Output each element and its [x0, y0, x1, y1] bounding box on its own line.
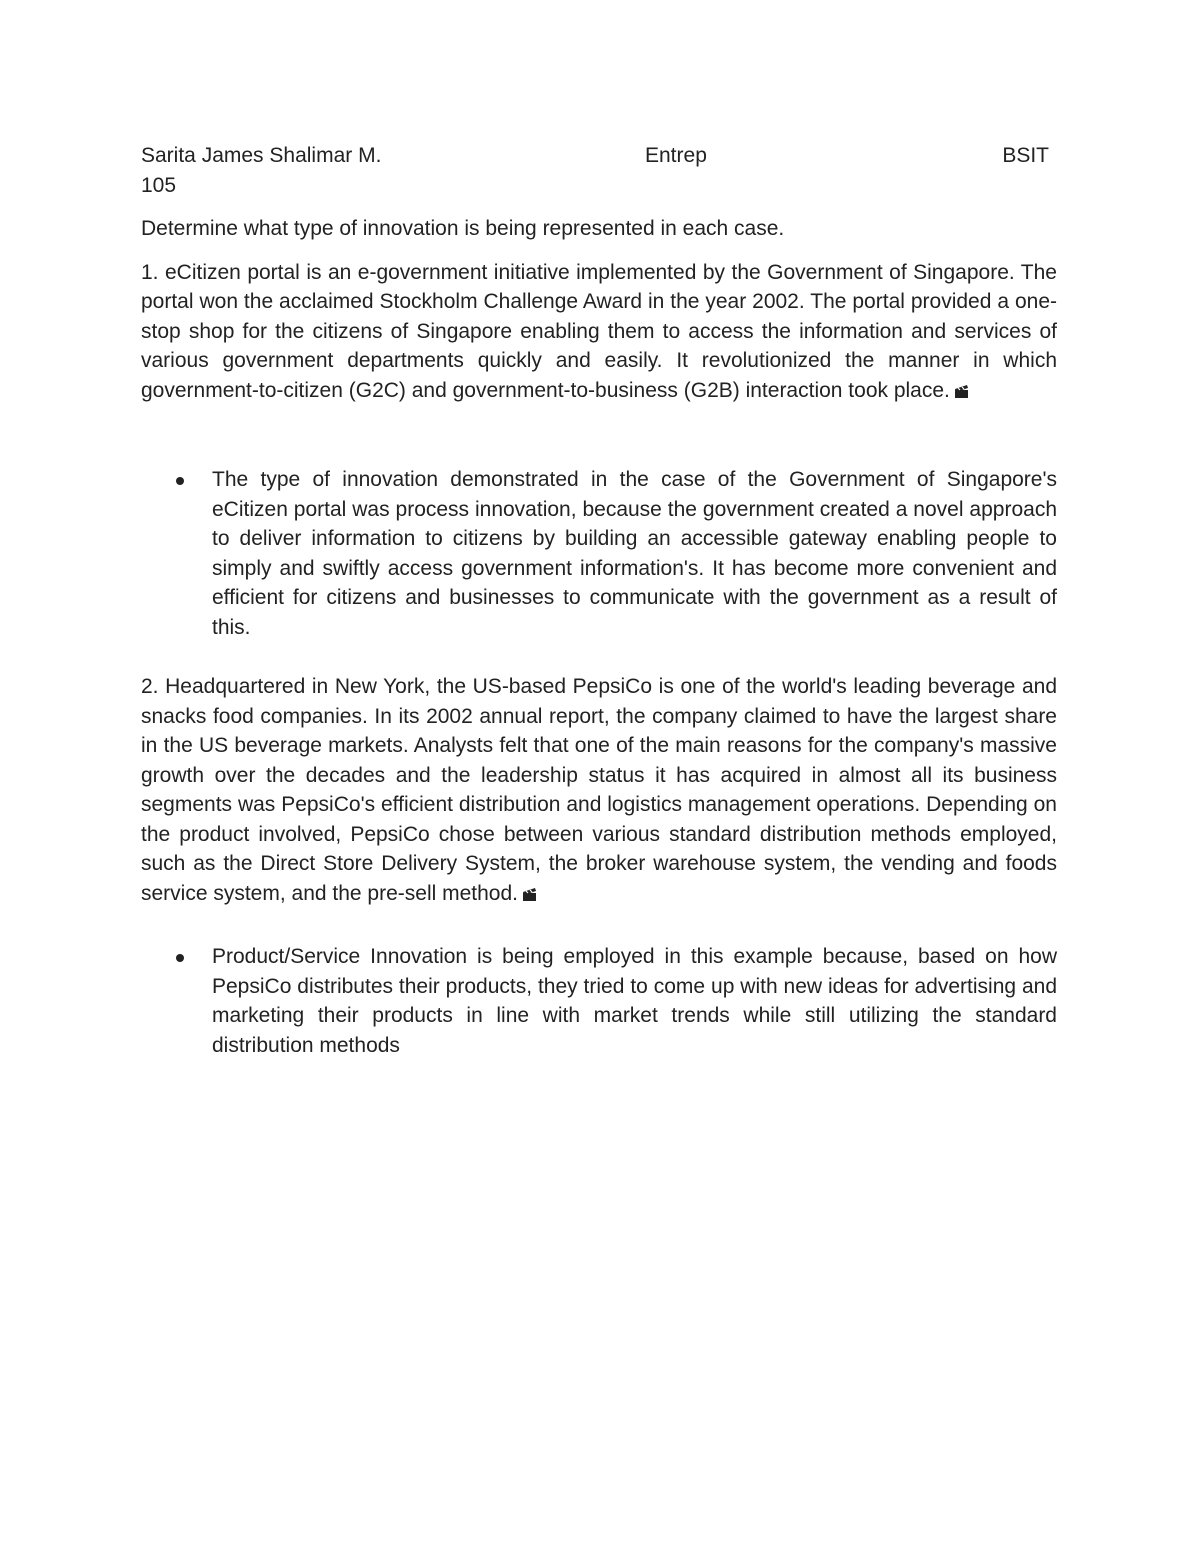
- case-1-text: 1. eCitizen portal is an e-government initiative implemented by the Government of Singapore. The portal won the acclaimed Stockholm Challenge Award in the year 2002. The portal provided a one-stop shop for the citizens of Singapore enabling them to access the information and services of various government departments quickly and easily. It revolutionized the manner in which government-to-citizen (G2C) and government-to-business (G2B) interaction took place.: [141, 260, 1057, 402]
- student-name: Sarita James Shalimar M.: [141, 144, 382, 167]
- case-2-answer-list: [141, 942, 1057, 1060]
- document-header: [141, 141, 1057, 171]
- case-2-text: 2. Headquartered in New York, the US-based PepsiCo is one of the world's leading beverage and snacks food companies. In its 2002 annual report, the company claimed to have the largest share in the US beverage markets. Analysts felt that one of the main reasons for the company's massive growth over the decades and the leadership status it has acquired in almost all its business segments was PepsiCo's efficient distribution and logistics management operations. Depending on the product involved, PepsiCo chose between various standard distribution methods employed, such as the Direct Store Delivery System, the broker warehouse system, the vending and foods service system, and the pre-sell method.: [141, 675, 1057, 905]
- instruction-text: Determine what type of innovation is being represented in each case.: [141, 217, 785, 240]
- case-1-answer: [212, 465, 1057, 642]
- section-number: 105: [141, 173, 177, 197]
- case-2-answer-text: Product/Service Innovation is being employed in this example because, based on how PepsiCo distributes their products, they tried to come up with new ideas for advertising and marketing their products in line with market trends while still utilizing the standard distribution methods: [212, 945, 1057, 1057]
- case-1-answer-text: The type of innovation demonstrated in the case of the Government of Singapore's eCitizen portal was process innovation, because the government created a novel approach to deliver information to citizens by building an accessible gateway enabling people to simply and swiftly access government information's. It has become more convenient and efficient for citizens and businesses to communicate with the government as a result of this.: [212, 468, 1057, 639]
- case-1-answer-list: [141, 465, 1057, 642]
- course-name: BSIT: [1002, 144, 1049, 167]
- bullet-icon: [176, 477, 184, 485]
- case-2-answer: [212, 942, 1057, 1060]
- subject-name: Entrep: [645, 144, 707, 167]
- clapperboard-icon: [954, 384, 970, 398]
- clapperboard-icon: [522, 887, 538, 901]
- bullet-icon: [176, 954, 184, 962]
- document-page: [141, 141, 1057, 1060]
- case-2-paragraph: [141, 672, 1057, 908]
- case-1-paragraph: [141, 258, 1057, 406]
